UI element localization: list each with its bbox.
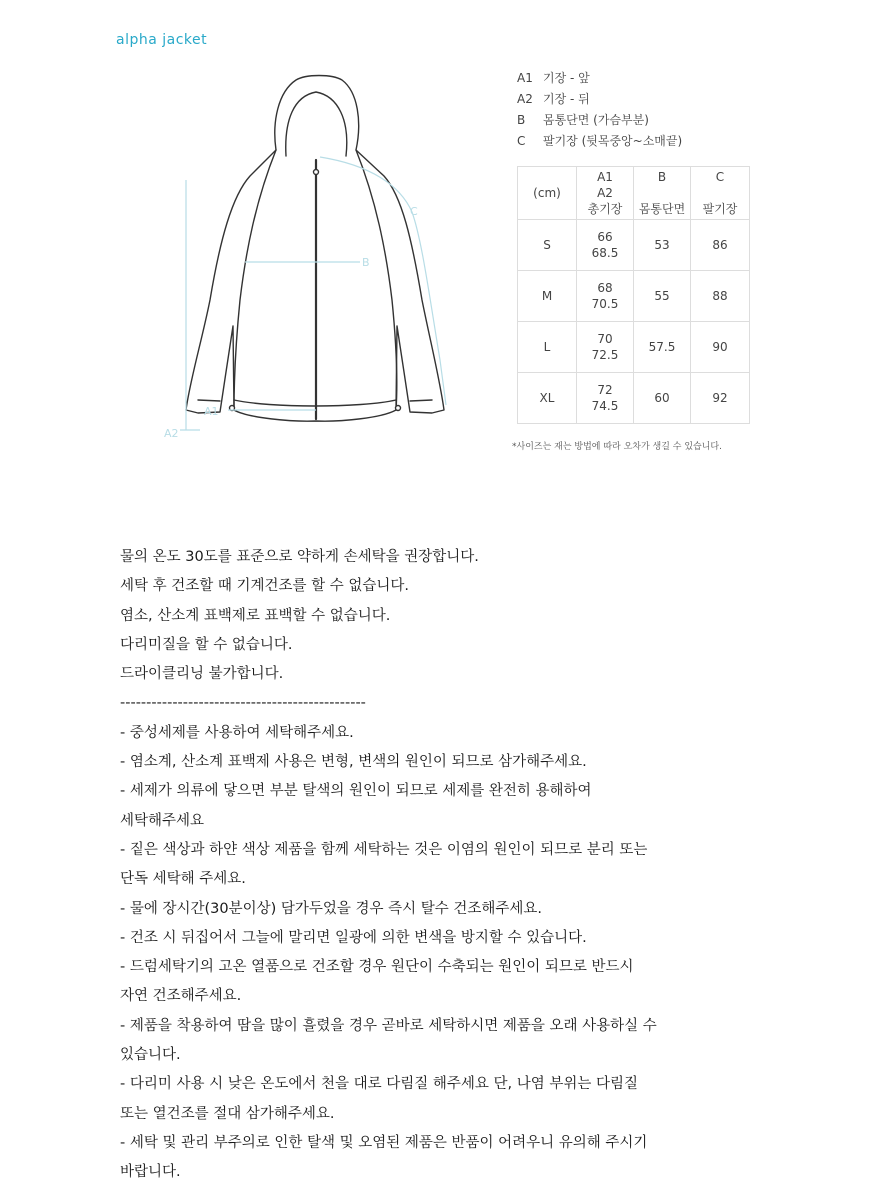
legend-text: 몸통단면 (가슴부분)	[543, 113, 649, 127]
c-measure-line	[320, 157, 446, 405]
hood-inner-outline	[286, 92, 347, 156]
legend-code: A1	[517, 71, 533, 85]
legend-code: B	[517, 113, 526, 127]
legend-text: 기장 - 뒤	[543, 92, 590, 106]
label-a2: A2	[164, 427, 179, 440]
table-row	[518, 220, 750, 271]
legend-row	[517, 68, 682, 89]
measurement-legend	[517, 68, 682, 152]
left-cuff	[198, 400, 220, 401]
jacket-diagram	[160, 66, 460, 446]
label-b: B	[362, 256, 370, 269]
size-table-header	[518, 167, 750, 220]
table-row	[518, 271, 750, 322]
right-cuff	[410, 400, 432, 401]
size-cell: XL	[518, 373, 577, 424]
product-title: alpha jacket	[116, 32, 208, 48]
sleeve-cell: 88	[691, 271, 750, 322]
table-row	[518, 373, 750, 424]
table-row	[518, 322, 750, 373]
chest-cell: 53	[634, 220, 691, 271]
length-cell: 70 72.5	[577, 322, 634, 373]
legend-code: C	[517, 134, 526, 148]
header-a1-a2: A1 A2 총기장	[577, 167, 634, 220]
care-line: 세탁해주세요	[120, 812, 205, 829]
length-cell: 72 74.5	[577, 373, 634, 424]
care-line: - 세탁 및 관리 부주의로 인한 탈색 및 오염된 제품은 반품이 어려우니 유의해 주시기	[120, 1134, 648, 1151]
care-line: 드라이클리닝 불가합니다.	[120, 666, 284, 683]
length-cell: 66 68.5	[577, 220, 634, 271]
care-line: 세탁 후 건조할 때 기계건조를 할 수 없습니다.	[120, 578, 409, 595]
care-line: 자연 건조해주세요.	[120, 988, 242, 1005]
legend-row	[517, 89, 682, 110]
legend-text: 기장 - 앞	[543, 71, 590, 85]
care-line: 있습니다.	[120, 1047, 181, 1064]
care-line: - 드럼세탁기의 고온 열품으로 건조할 경우 원단이 수축되는 원인이 되므로 반드시	[120, 959, 634, 976]
size-cell: S	[518, 220, 577, 271]
chest-cell: 60	[634, 373, 691, 424]
care-line: - 세제가 의류에 닿으면 부분 탈색의 원인이 되므로 세제를 완전히 용해하여	[120, 783, 592, 800]
care-line: - 물에 장시간(30분이상) 담가두었을 경우 즉시 탈수 건조해주세요.	[120, 900, 543, 917]
care-instructions	[120, 543, 820, 1188]
sleeve-cell: 92	[691, 373, 750, 424]
header-c: C 팔기장	[691, 167, 750, 220]
sleeve-cell: 86	[691, 220, 750, 271]
zipper-pull	[314, 170, 319, 175]
label-c: C	[410, 205, 418, 218]
care-line: - 건조 시 뒤집어서 그늘에 말리면 일광에 의한 변색을 방지할 수 있습니다.	[120, 929, 587, 946]
legend-row	[517, 131, 682, 152]
header-b: B 몸통단면	[634, 167, 691, 220]
care-line: 염소, 산소계 표백제로 표백할 수 없습니다.	[120, 607, 391, 624]
care-line: 단독 세탁해 주세요.	[120, 871, 246, 888]
care-line: 다리미질을 할 수 없습니다.	[120, 636, 293, 653]
care-line: - 제품을 착용하여 땀을 많이 흘렸을 경우 곧바로 세탁하시면 제품을 오래 사용하실 수	[120, 1017, 657, 1034]
care-line: - 중성세제를 사용하여 세탁해주세요.	[120, 724, 354, 741]
legend-code: A2	[517, 92, 533, 106]
size-note: *사이즈는 재는 방법에 따라 오차가 생길 수 있습니다.	[512, 442, 722, 452]
size-table	[517, 166, 750, 424]
chest-cell: 57.5	[634, 322, 691, 373]
length-cell: 68 70.5	[577, 271, 634, 322]
header-cm: (cm)	[518, 167, 577, 220]
care-line: 바랍니다.	[120, 1164, 181, 1181]
care-line: - 다리미 사용 시 낮은 온도에서 천을 대로 다림질 해주세요 단, 나염 부위는 다림질	[120, 1076, 638, 1093]
divider-line: -----------------------------------------------	[120, 695, 366, 712]
right-raglan-seam	[356, 150, 397, 410]
label-a1: A1	[204, 405, 219, 418]
care-line: - 염소계, 산소계 표백제 사용은 변형, 변색의 원인이 되므로 삼가해주세요.	[120, 754, 587, 771]
sleeve-cell: 90	[691, 322, 750, 373]
size-cell: M	[518, 271, 577, 322]
care-line: 또는 열건조를 절대 삼가해주세요.	[120, 1105, 335, 1122]
care-line: 물의 온도 30도를 표준으로 약하게 손세탁을 권장합니다.	[120, 549, 479, 565]
chest-cell: 55	[634, 271, 691, 322]
legend-row	[517, 110, 682, 131]
legend-text: 팔기장 (뒷목중앙~소매끝)	[543, 134, 683, 148]
size-cell: L	[518, 322, 577, 373]
care-line: - 짙은 색상과 하얀 색상 제품을 함께 세탁하는 것은 이염의 원인이 되므로 분리 또는	[120, 841, 648, 858]
right-hem-toggle	[396, 406, 401, 411]
